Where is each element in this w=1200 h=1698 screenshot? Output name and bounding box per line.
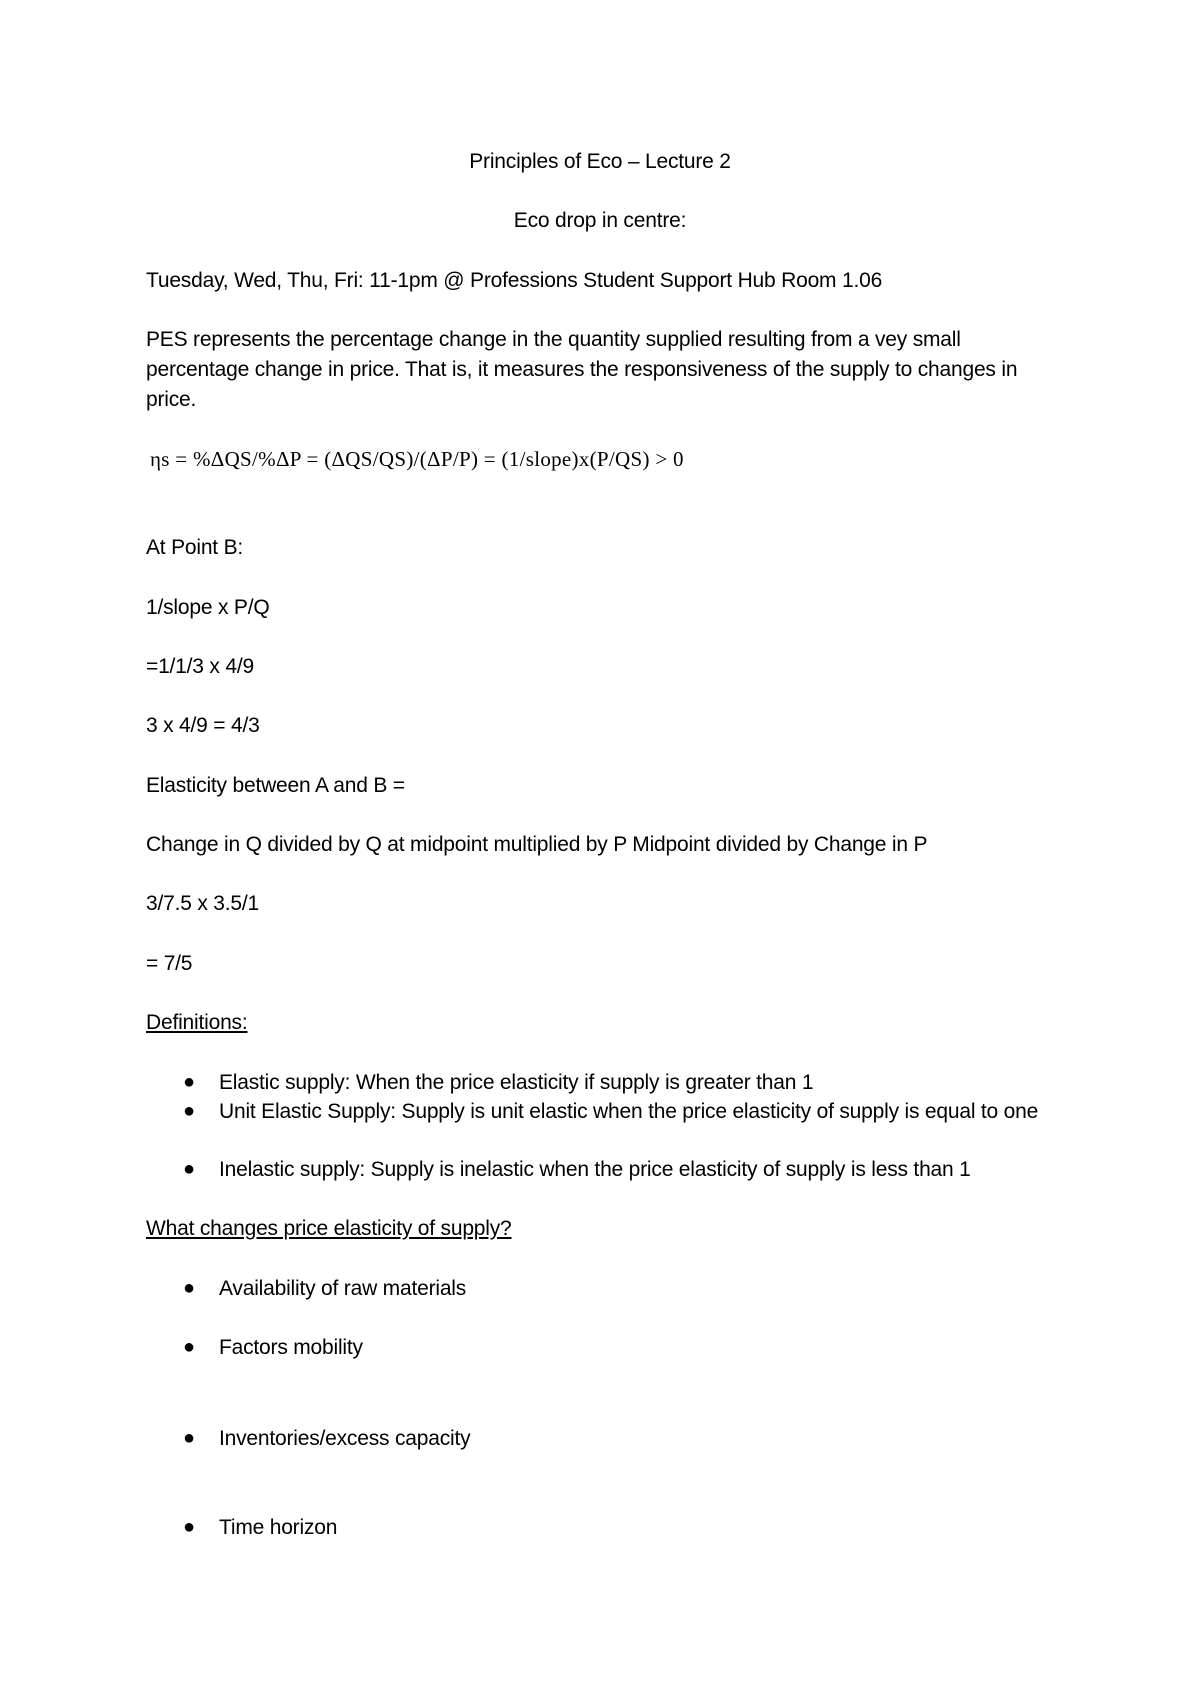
elasticity-formula: ηs = %ΔQS/%ΔP = (ΔQS/QS)/(ΔP/P) = (1/slope)x(P/QS) > 0 — [150, 447, 684, 471]
bullet-icon: ● — [183, 1100, 195, 1122]
definition-text: Elastic supply: When the price elasticity if supply is greater than 1 — [219, 1071, 814, 1094]
calculation-line: 3/7.5 x 3.5/1 — [146, 892, 259, 915]
elasticity-ab-line: Elasticity between A and B = — [146, 774, 405, 797]
factor-text: Time horizon — [219, 1516, 338, 1539]
bullet-icon: ● — [183, 1071, 195, 1093]
bullet-icon: ● — [183, 1427, 195, 1449]
factor-text: Inventories/excess capacity — [219, 1427, 471, 1450]
changes-heading: What changes price elasticity of supply? — [146, 1217, 512, 1240]
document-title: Principles of Eco – Lecture 2 — [469, 150, 731, 173]
list-item — [183, 1274, 1063, 1303]
factor-text: Factors mobility — [219, 1336, 363, 1359]
list-item — [183, 1513, 1063, 1542]
bullet-icon: ● — [183, 1277, 195, 1299]
list-item — [183, 1155, 1063, 1184]
point-b-heading: At Point B: — [146, 536, 244, 559]
bullet-icon: ● — [183, 1336, 195, 1358]
calculation-line: =1/1/3 x 4/9 — [146, 655, 254, 678]
list-item — [183, 1097, 1063, 1126]
midpoint-explanation: Change in Q divided by Q at midpoint multiplied by P Midpoint divided by Change in P — [146, 833, 928, 856]
list-item — [183, 1424, 1063, 1453]
definition-text: Inelastic supply: Supply is inelastic when the price elasticity of supply is less than 1 — [219, 1158, 971, 1181]
list-item — [183, 1333, 1063, 1362]
definitions-heading: Definitions: — [146, 1011, 248, 1034]
schedule-line: Tuesday, Wed, Thu, Fri: 11-1pm @ Professions Student Support Hub Room 1.06 — [146, 269, 883, 292]
pes-definition-paragraph: PES represents the percentage change in the quantity supplied resulting from a vey small percentage change in price. That is, it measures the responsiveness of the supply to changes in price. — [146, 328, 1018, 411]
calculation-line: 1/slope x P/Q — [146, 596, 270, 619]
definition-text: Unit Elastic Supply: Supply is unit elastic when the price elasticity of supply is equal to one — [219, 1100, 1039, 1123]
factor-text: Availability of raw materials — [219, 1277, 467, 1300]
list-item — [183, 1068, 1063, 1097]
calculation-line: 3 x 4/9 = 4/3 — [146, 714, 260, 737]
document-subtitle: Eco drop in centre: — [513, 209, 687, 232]
bullet-icon: ● — [183, 1516, 195, 1538]
calculation-line: = 7/5 — [146, 952, 193, 975]
bullet-icon: ● — [183, 1158, 195, 1180]
